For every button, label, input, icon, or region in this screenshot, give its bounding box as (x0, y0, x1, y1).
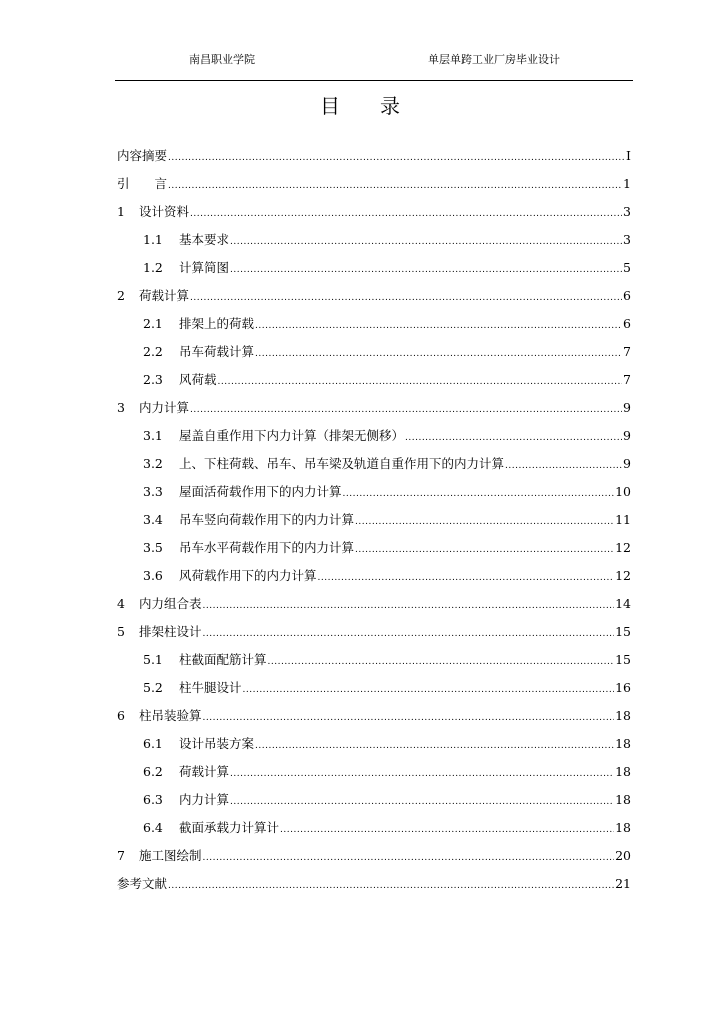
toc-entry[interactable] (117, 842, 631, 870)
toc-entry-page-number: 5 (623, 260, 631, 275)
toc-entry-page-number: 1 (623, 176, 631, 191)
toc-entry[interactable] (117, 534, 631, 562)
toc-entry-page-number: 9 (623, 456, 631, 471)
toc-entry-number: 5 (117, 624, 125, 639)
toc-entry-number: 2.1 (143, 316, 163, 331)
toc-entry-page-number: 3 (623, 204, 631, 219)
toc-entry-number: 6.1 (143, 736, 163, 751)
toc-entry-label: 设计吊装方案 (179, 736, 255, 751)
toc-entry-number: 5.1 (143, 652, 163, 667)
toc-entry-label: 风荷载 (179, 372, 217, 387)
toc-entry[interactable] (117, 730, 631, 758)
toc-entry[interactable] (117, 814, 631, 842)
toc-entry-number: 6 (117, 708, 125, 723)
toc-entry-page-number: 18 (615, 792, 631, 807)
toc-dot-leader (203, 592, 615, 620)
toc-entry-page-number: 18 (615, 708, 631, 723)
toc-dot-leader (218, 368, 623, 396)
toc-entry[interactable] (117, 562, 631, 590)
toc-entry[interactable] (117, 618, 631, 646)
toc-entry[interactable] (117, 422, 631, 450)
toc-entry[interactable] (117, 702, 631, 730)
toc-dot-leader (255, 732, 614, 760)
toc-entry-number: 1.2 (143, 260, 163, 275)
toc-entry-label: 施工图绘制 (139, 848, 202, 863)
toc-entry-label: 基本要求 (179, 232, 230, 247)
toc-entry-label: 内容摘要 (117, 148, 168, 163)
toc-entry[interactable] (117, 478, 631, 506)
toc-entry-label: 柱截面配筋计算 (179, 652, 267, 667)
toc-dot-leader (318, 564, 615, 592)
toc-dot-leader (190, 200, 622, 228)
toc-entry-number: 3.3 (143, 484, 163, 499)
toc-entry-label: 排架上的荷载 (179, 316, 255, 331)
toc-entry-number: 2.2 (143, 344, 163, 359)
toc-entry[interactable] (117, 170, 631, 198)
toc-dot-leader (203, 620, 615, 648)
toc-entry-number: 7 (117, 848, 125, 863)
toc-entry-page-number: I (626, 148, 631, 163)
toc-entry-label: 柱牛腿设计 (179, 680, 242, 695)
toc-dot-leader (168, 872, 614, 900)
toc-entry-number: 1.1 (143, 232, 163, 247)
toc-entry-label: 柱吊装验算 (139, 708, 202, 723)
toc-entry-label: 风荷载作用下的内力计算 (179, 568, 317, 583)
toc-dot-leader (203, 844, 615, 872)
header-school: 南昌职业学院 (189, 53, 255, 66)
header-document-title: 单层单跨工业厂房毕业设计 (428, 53, 560, 66)
toc-entry-number: 3.2 (143, 456, 163, 471)
toc-dot-leader (355, 536, 614, 564)
toc-dot-leader (255, 312, 622, 340)
toc-entry-number: 1 (117, 204, 125, 219)
toc-entry[interactable] (117, 674, 631, 702)
toc-entry-label: 上、下柱荷载、吊车、吊车梁及轨道自重作用下的内力计算 (179, 456, 505, 471)
toc-entry[interactable] (117, 310, 631, 338)
toc-entry-number: 3.1 (143, 428, 163, 443)
toc-dot-leader (168, 144, 625, 172)
toc-dot-leader (230, 760, 614, 788)
toc-entry-page-number: 9 (623, 400, 631, 415)
toc-entry[interactable] (117, 282, 631, 310)
toc-entry-label: 屋面活荷载作用下的内力计算 (179, 484, 342, 499)
toc-entry-number: 4 (117, 596, 125, 611)
toc-entry-page-number: 20 (615, 848, 631, 863)
toc-entry[interactable] (117, 338, 631, 366)
toc-dot-leader (168, 172, 622, 200)
toc-entry-label: 吊车竖向荷载作用下的内力计算 (179, 512, 355, 527)
toc-entry-label: 计算简图 (179, 260, 230, 275)
toc-entry-number: 6.3 (143, 792, 163, 807)
toc-entry-number: 6.2 (143, 764, 163, 779)
toc-dot-leader (268, 648, 615, 676)
toc-entry-page-number: 3 (623, 232, 631, 247)
toc-entry-label: 吊车水平荷载作用下的内力计算 (179, 540, 355, 555)
toc-entry-number: 3 (117, 400, 125, 415)
toc-entry-number: 3.5 (143, 540, 163, 555)
toc-dot-leader (343, 480, 615, 508)
toc-dot-leader (255, 340, 622, 368)
toc-dot-leader (405, 424, 622, 452)
toc-entry-label: 屋盖自重作用下内力计算（排架无侧移） (179, 428, 405, 443)
toc-entry-label: 设计资料 (139, 204, 190, 219)
table-of-contents (117, 142, 631, 898)
toc-entry-number: 3.6 (143, 568, 163, 583)
toc-entry-page-number: 12 (615, 540, 631, 555)
toc-entry[interactable] (117, 450, 631, 478)
toc-entry-page-number: 10 (615, 484, 631, 499)
toc-entry-page-number: 14 (615, 596, 631, 611)
toc-entry-page-number: 16 (615, 680, 631, 695)
toc-entry[interactable] (117, 394, 631, 422)
toc-dot-leader (230, 228, 622, 256)
toc-entry-page-number: 18 (615, 764, 631, 779)
toc-entry-number: 3.4 (143, 512, 163, 527)
toc-entry[interactable] (117, 142, 631, 170)
toc-entry[interactable] (117, 226, 631, 254)
toc-entry[interactable] (117, 758, 631, 786)
toc-entry-label: 吊车荷载计算 (179, 344, 255, 359)
toc-entry[interactable] (117, 506, 631, 534)
toc-entry-label: 荷载计算 (179, 764, 230, 779)
toc-entry-label: 内力组合表 (139, 596, 202, 611)
toc-entry-page-number: 9 (623, 428, 631, 443)
toc-entry-page-number: 6 (623, 288, 631, 303)
toc-dot-leader (190, 396, 622, 424)
toc-entry-page-number: 7 (623, 344, 631, 359)
toc-entry-page-number: 7 (623, 372, 631, 387)
toc-entry[interactable] (117, 870, 631, 898)
toc-entry-page-number: 15 (615, 652, 631, 667)
toc-entry-label: 荷载计算 (139, 288, 190, 303)
toc-dot-leader (280, 816, 614, 844)
toc-entry-label: 引 言 (117, 176, 168, 191)
toc-entry-page-number: 11 (615, 512, 631, 527)
toc-entry[interactable] (117, 646, 631, 674)
toc-entry-label: 排架柱设计 (139, 624, 202, 639)
toc-entry-number: 6.4 (143, 820, 163, 835)
toc-entry-page-number: 18 (615, 736, 631, 751)
toc-entry-page-number: 12 (615, 568, 631, 583)
toc-entry-number: 5.2 (143, 680, 163, 695)
toc-entry-label: 参考文献 (117, 876, 168, 891)
toc-entry[interactable] (117, 590, 631, 618)
toc-entry[interactable] (117, 254, 631, 282)
toc-dot-leader (230, 256, 622, 284)
toc-dot-leader (190, 284, 622, 312)
toc-entry-page-number: 15 (615, 624, 631, 639)
toc-dot-leader (243, 676, 615, 704)
toc-entry[interactable] (117, 366, 631, 394)
toc-dot-leader (203, 704, 615, 732)
toc-entry-number: 2.3 (143, 372, 163, 387)
toc-dot-leader (505, 452, 622, 480)
toc-entry-label: 截面承载力计算计 (179, 820, 280, 835)
toc-entry-page-number: 6 (623, 316, 631, 331)
toc-entry-page-number: 21 (615, 876, 631, 891)
toc-dot-leader (230, 788, 614, 816)
toc-entry-label: 内力计算 (139, 400, 190, 415)
page-header (115, 50, 633, 81)
page-title: 目录 (320, 94, 440, 118)
toc-dot-leader (355, 508, 614, 536)
toc-entry-number: 2 (117, 288, 125, 303)
toc-entry[interactable] (117, 786, 631, 814)
toc-entry-page-number: 18 (615, 820, 631, 835)
toc-entry[interactable] (117, 198, 631, 226)
toc-entry-label: 内力计算 (179, 792, 230, 807)
